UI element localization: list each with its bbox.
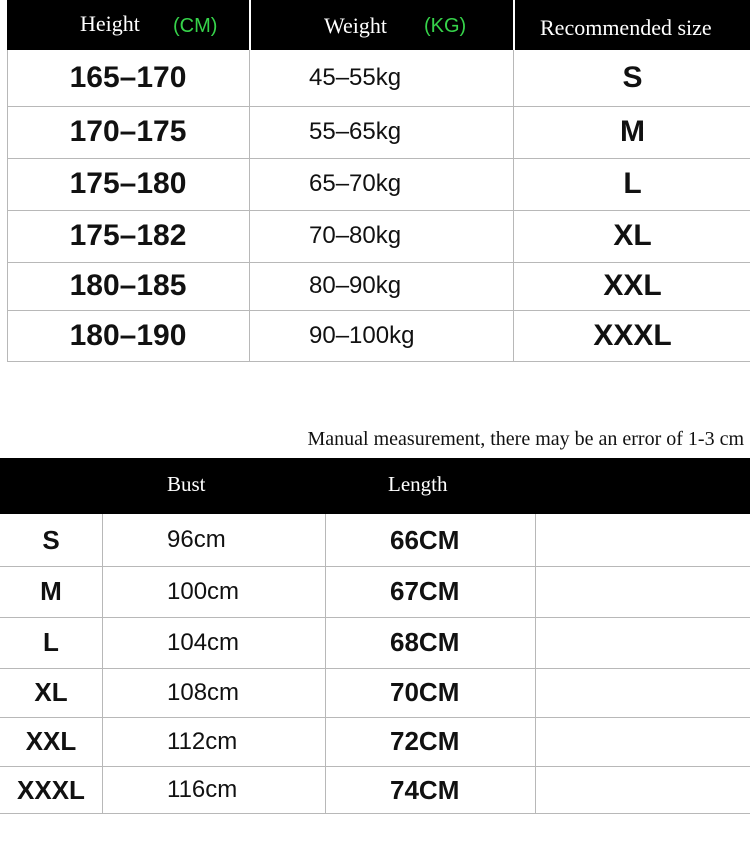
empty-cell <box>536 717 750 766</box>
table-row <box>7 310 750 362</box>
size-cell: XL <box>34 677 68 707</box>
weight-cell: 45–55kg <box>309 64 402 91</box>
column-divider <box>325 514 326 814</box>
size-cell: L <box>623 167 642 200</box>
measurement-table-body <box>0 514 750 814</box>
length-cell: 66CM <box>390 524 460 555</box>
size-cell: S <box>42 524 60 555</box>
table-row <box>0 617 750 668</box>
size-cell: XL <box>613 219 652 252</box>
size-cell: S <box>622 61 643 94</box>
size-cell: XXXL <box>593 319 672 352</box>
size-cell: M <box>40 576 62 606</box>
weight-cell: 70–80kg <box>309 222 402 249</box>
column-divider <box>535 514 536 814</box>
weight-cell: 65–70kg <box>309 170 402 197</box>
height-table-body <box>7 50 750 362</box>
size-cell: XXXL <box>17 774 85 805</box>
row-divider <box>0 617 750 618</box>
column-divider <box>7 50 8 362</box>
weight-cell: 80–90kg <box>309 272 402 299</box>
table-row <box>7 50 750 106</box>
measurement-note: Manual measurement, there may be an error of 1-3 cm <box>307 428 744 450</box>
height-cell: 175–180 <box>69 167 187 200</box>
size-cell: XXL <box>603 269 662 302</box>
height-cell: 175–182 <box>69 219 187 252</box>
height-header-unit: (CM) <box>173 15 218 37</box>
bust-cell: 100cm <box>167 577 240 605</box>
height-cell: 170–175 <box>69 115 187 148</box>
weight-cell: 55–65kg <box>309 118 402 145</box>
row-divider <box>0 813 750 814</box>
bust-cell: 96cm <box>167 526 226 553</box>
row-divider <box>7 361 750 362</box>
length-cell: 74CM <box>390 774 460 805</box>
bust-cell: 112cm <box>167 727 238 755</box>
row-divider <box>7 158 750 159</box>
length-cell: 68CM <box>390 627 460 657</box>
row-divider <box>0 566 750 567</box>
table-row <box>0 566 750 617</box>
size-cell: M <box>620 115 645 148</box>
weight-header-label: Weight <box>324 13 387 38</box>
length-cell: 70CM <box>390 677 460 707</box>
table-row <box>0 668 750 717</box>
bust-cell: 108cm <box>167 678 240 706</box>
bust-cell: 104cm <box>167 628 240 656</box>
length-header-label: Length <box>388 472 448 496</box>
row-divider <box>0 766 750 767</box>
length-cell: 72CM <box>390 726 460 756</box>
column-divider <box>513 50 514 362</box>
weight-column-header <box>251 0 513 50</box>
table-row <box>7 158 750 210</box>
size-column-header <box>515 0 750 50</box>
table-row <box>0 717 750 766</box>
table-row <box>7 262 750 310</box>
measurement-table-header <box>0 458 750 514</box>
row-divider <box>7 106 750 107</box>
size-cell: L <box>43 627 59 657</box>
height-table-header <box>7 0 750 50</box>
size-cell: XXL <box>25 726 77 756</box>
bust-cell: 116cm <box>167 776 238 803</box>
table-row <box>7 106 750 158</box>
table-row <box>0 514 750 566</box>
length-cell: 67CM <box>390 576 460 606</box>
weight-header-unit: (KG) <box>424 15 467 37</box>
empty-cell <box>536 617 750 668</box>
height-cell: 180–190 <box>69 319 187 352</box>
table-row <box>0 766 750 814</box>
row-divider <box>0 717 750 718</box>
empty-cell <box>536 668 750 717</box>
column-divider <box>249 50 250 362</box>
height-cell: 165–170 <box>69 61 187 94</box>
row-divider <box>0 668 750 669</box>
empty-cell <box>536 566 750 617</box>
size-header-label: Recommended size <box>540 15 712 40</box>
empty-cell <box>536 514 750 566</box>
table-row <box>7 210 750 262</box>
height-header-label: Height <box>80 11 140 36</box>
row-divider <box>7 262 750 263</box>
bust-header-label: Bust <box>167 472 206 496</box>
weight-cell: 90–100kg <box>309 322 415 349</box>
height-cell: 180–185 <box>69 269 187 302</box>
column-divider <box>102 514 103 814</box>
empty-cell <box>536 766 750 814</box>
row-divider <box>7 310 750 311</box>
height-column-header <box>7 0 249 50</box>
row-divider <box>7 210 750 211</box>
